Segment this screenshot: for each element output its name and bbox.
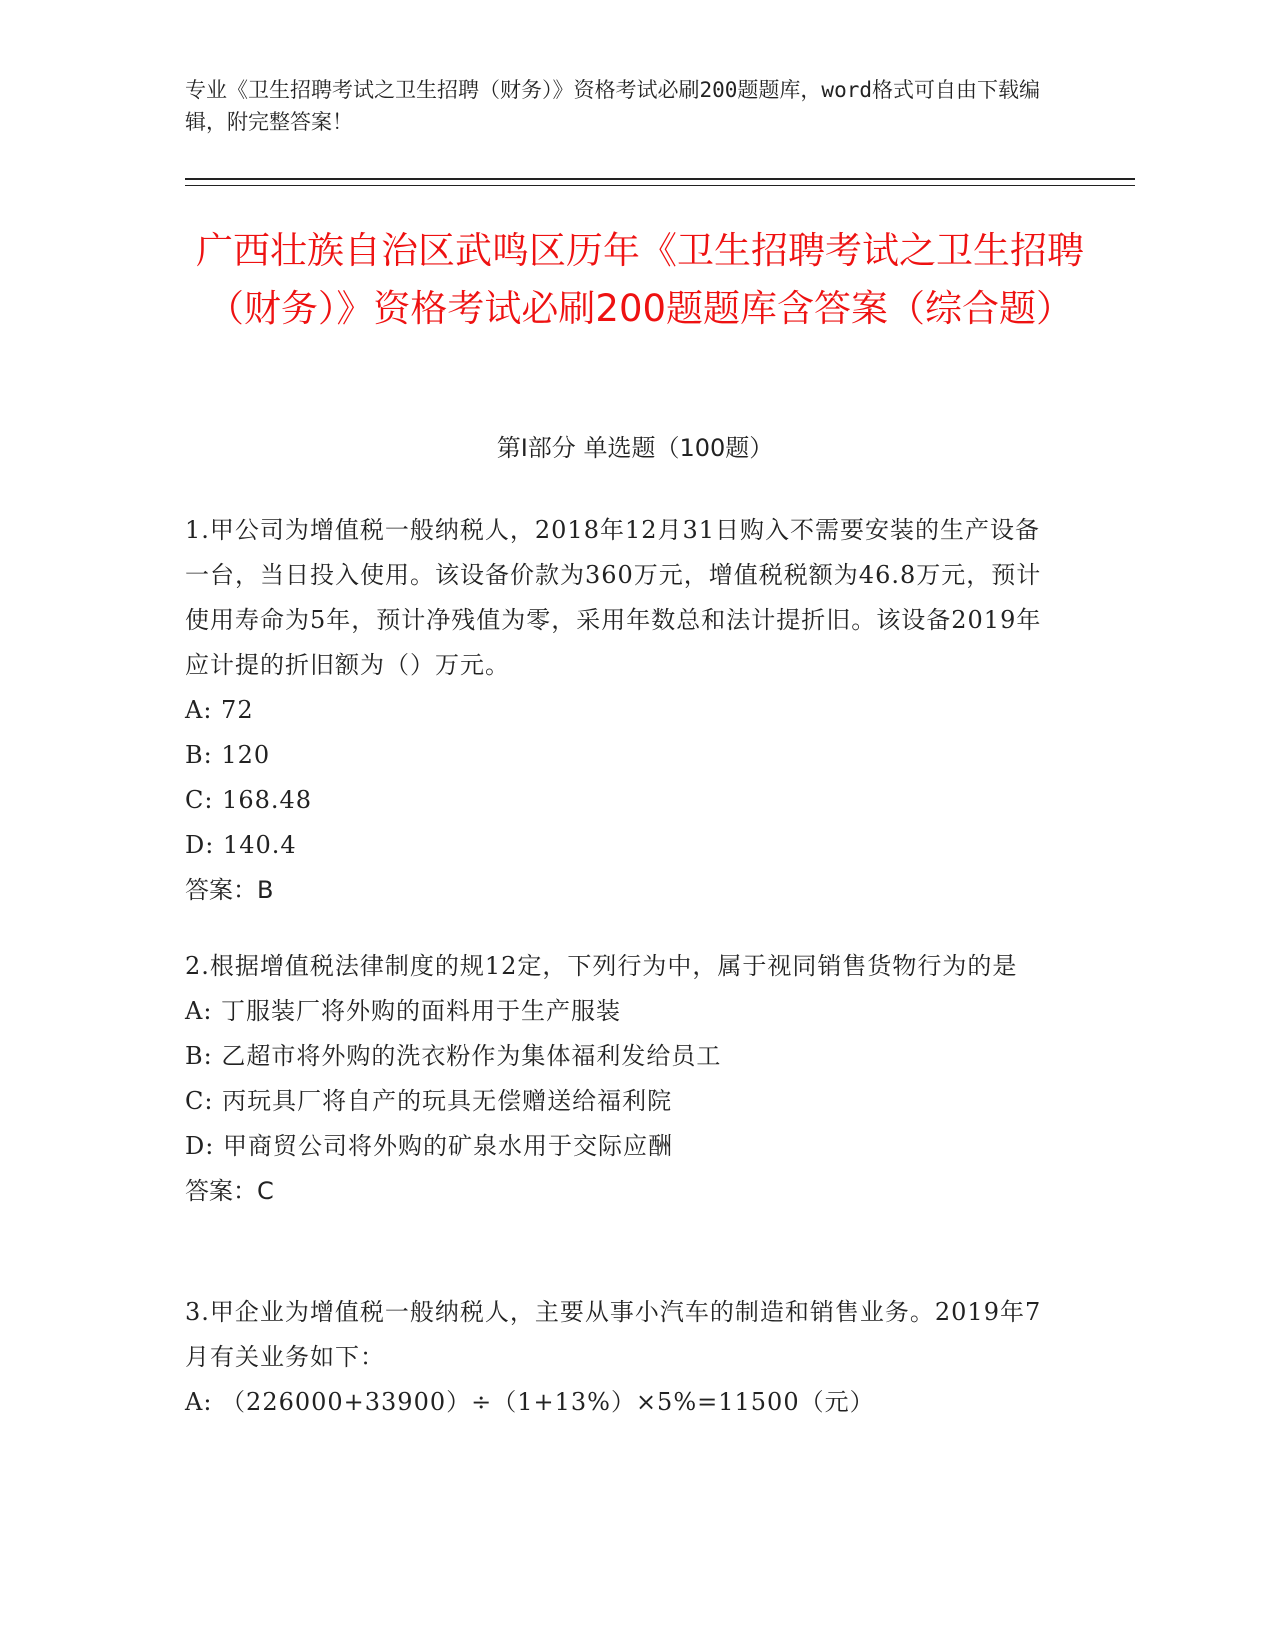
question-stem: 1.甲公司为增值税一般纳税人，2018年12月31日购入不需要安装的生产设备一台，当日投入使用。该设备价款为360万元，增值税税额为46.8万元，预计使用寿命为5年，预计净残值为零，采用年数总和法计提折旧。该设备2019年应计提的折旧额为（）万元。 — [185, 516, 1042, 679]
document-title: 广西壮族自治区武鸣区历年《卫生招聘考试之卫生招聘（财务）》资格考试必刷200题题库含答案（综合题） — [196, 229, 1084, 330]
option-d: D: 140.4 — [185, 831, 297, 859]
question-3 — [185, 1290, 1065, 1425]
option-a: A: 72 — [185, 696, 254, 724]
option-b: B: 乙超市将外购的洗衣粉作为集体福利发给员工 — [185, 1042, 722, 1070]
option-a: A: （226000+33900）÷（1+13%）×5%=11500（元） — [185, 1388, 875, 1416]
answer-label: 答案：B — [185, 876, 274, 904]
header-rule-thin — [185, 185, 1135, 186]
option-a: A: 丁服装厂将外购的面料用于生产服装 — [185, 997, 622, 1025]
section-title: 第Ⅰ部分 单选题（100题） — [496, 434, 774, 462]
option-c: C: 168.48 — [185, 786, 313, 814]
question-stem: 3.甲企业为增值税一般纳税人，主要从事小汽车的制造和销售业务。2019年7月有关业务如下： — [185, 1298, 1042, 1371]
question-1 — [185, 508, 1065, 913]
question-2 — [185, 944, 1065, 1214]
option-c: C: 丙玩具厂将自产的玩具无偿赠送给福利院 — [185, 1087, 673, 1115]
header-rule-thick — [185, 178, 1135, 180]
option-b: B: 120 — [185, 741, 271, 769]
header-note: 专业《卫生招聘考试之卫生招聘（财务）》资格考试必刷200题题库，word格式可自由下载编辑，附完整答案！ — [185, 78, 1040, 134]
question-stem: 2.根据增值税法律制度的规12定，下列行为中，属于视同销售货物行为的是 — [185, 952, 1018, 980]
option-d: D: 甲商贸公司将外购的矿泉水用于交际应酬 — [185, 1132, 673, 1160]
answer-label: 答案：C — [185, 1177, 274, 1205]
